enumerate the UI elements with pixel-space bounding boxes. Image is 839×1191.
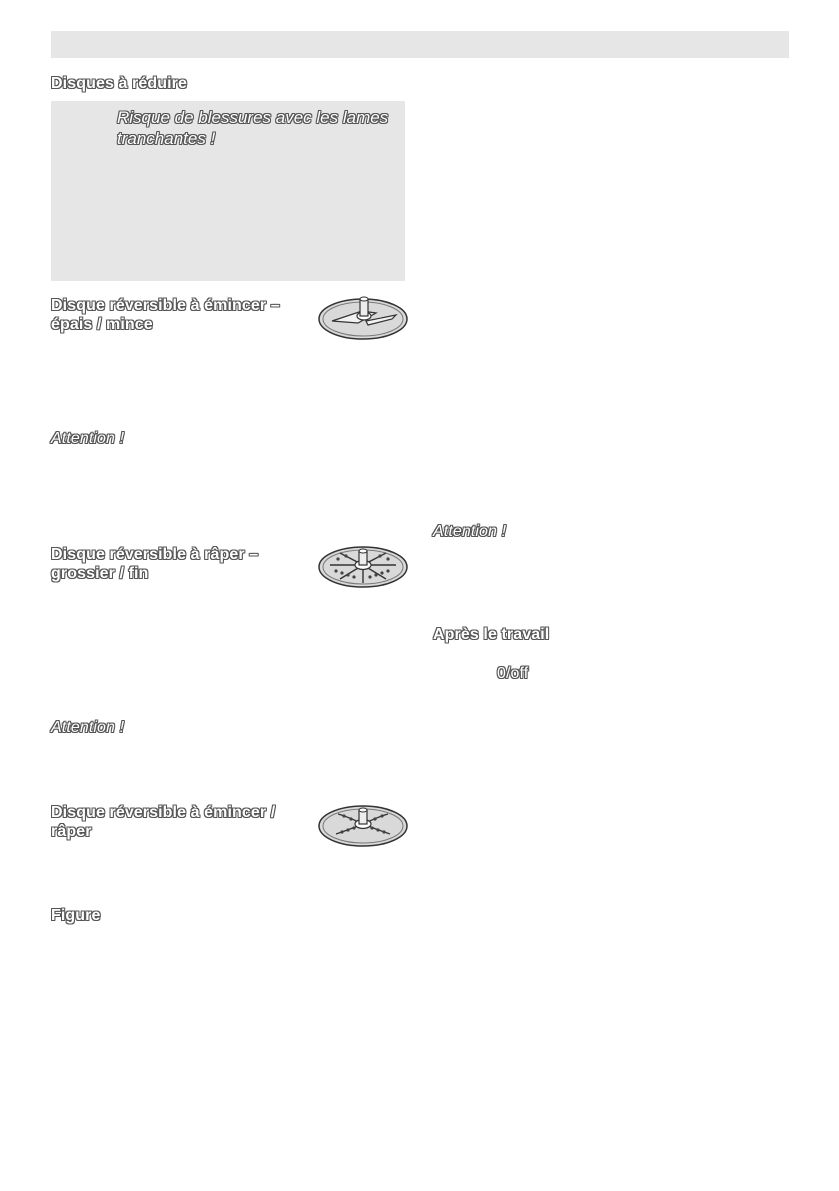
header-bar (51, 31, 789, 58)
attention-label-right: Attention ! (433, 523, 507, 540)
warning-text: Risque de blessures avec les lames tranchantes ! (117, 108, 389, 148)
figure-label: Figure (51, 907, 101, 924)
item-title-grating-line1: Disque réversible à râper – (51, 546, 259, 563)
item-title-slicing-grating-line1: Disque réversible à émincer / (51, 804, 276, 821)
slicing-disc-icon (318, 291, 408, 341)
attention-label-2: Attention ! (51, 719, 125, 736)
item-title-slicing-line1: Disque réversible à émincer – (51, 297, 280, 314)
item-title-grating-line2: grossier / fin (51, 565, 149, 582)
after-work-title: Après le travail (433, 626, 550, 643)
section-title: Disques à réduire (51, 75, 187, 92)
item-title-slicing-grating-line2: râper (51, 823, 92, 840)
item-title-slicing-line2: épais / mince (51, 316, 153, 333)
attention-label-1: Attention ! (51, 430, 125, 447)
switch-label: 0/off (497, 665, 529, 682)
slicing-grating-disc-icon (318, 800, 408, 848)
warning-box (51, 101, 405, 281)
grating-disc-icon (318, 541, 408, 589)
